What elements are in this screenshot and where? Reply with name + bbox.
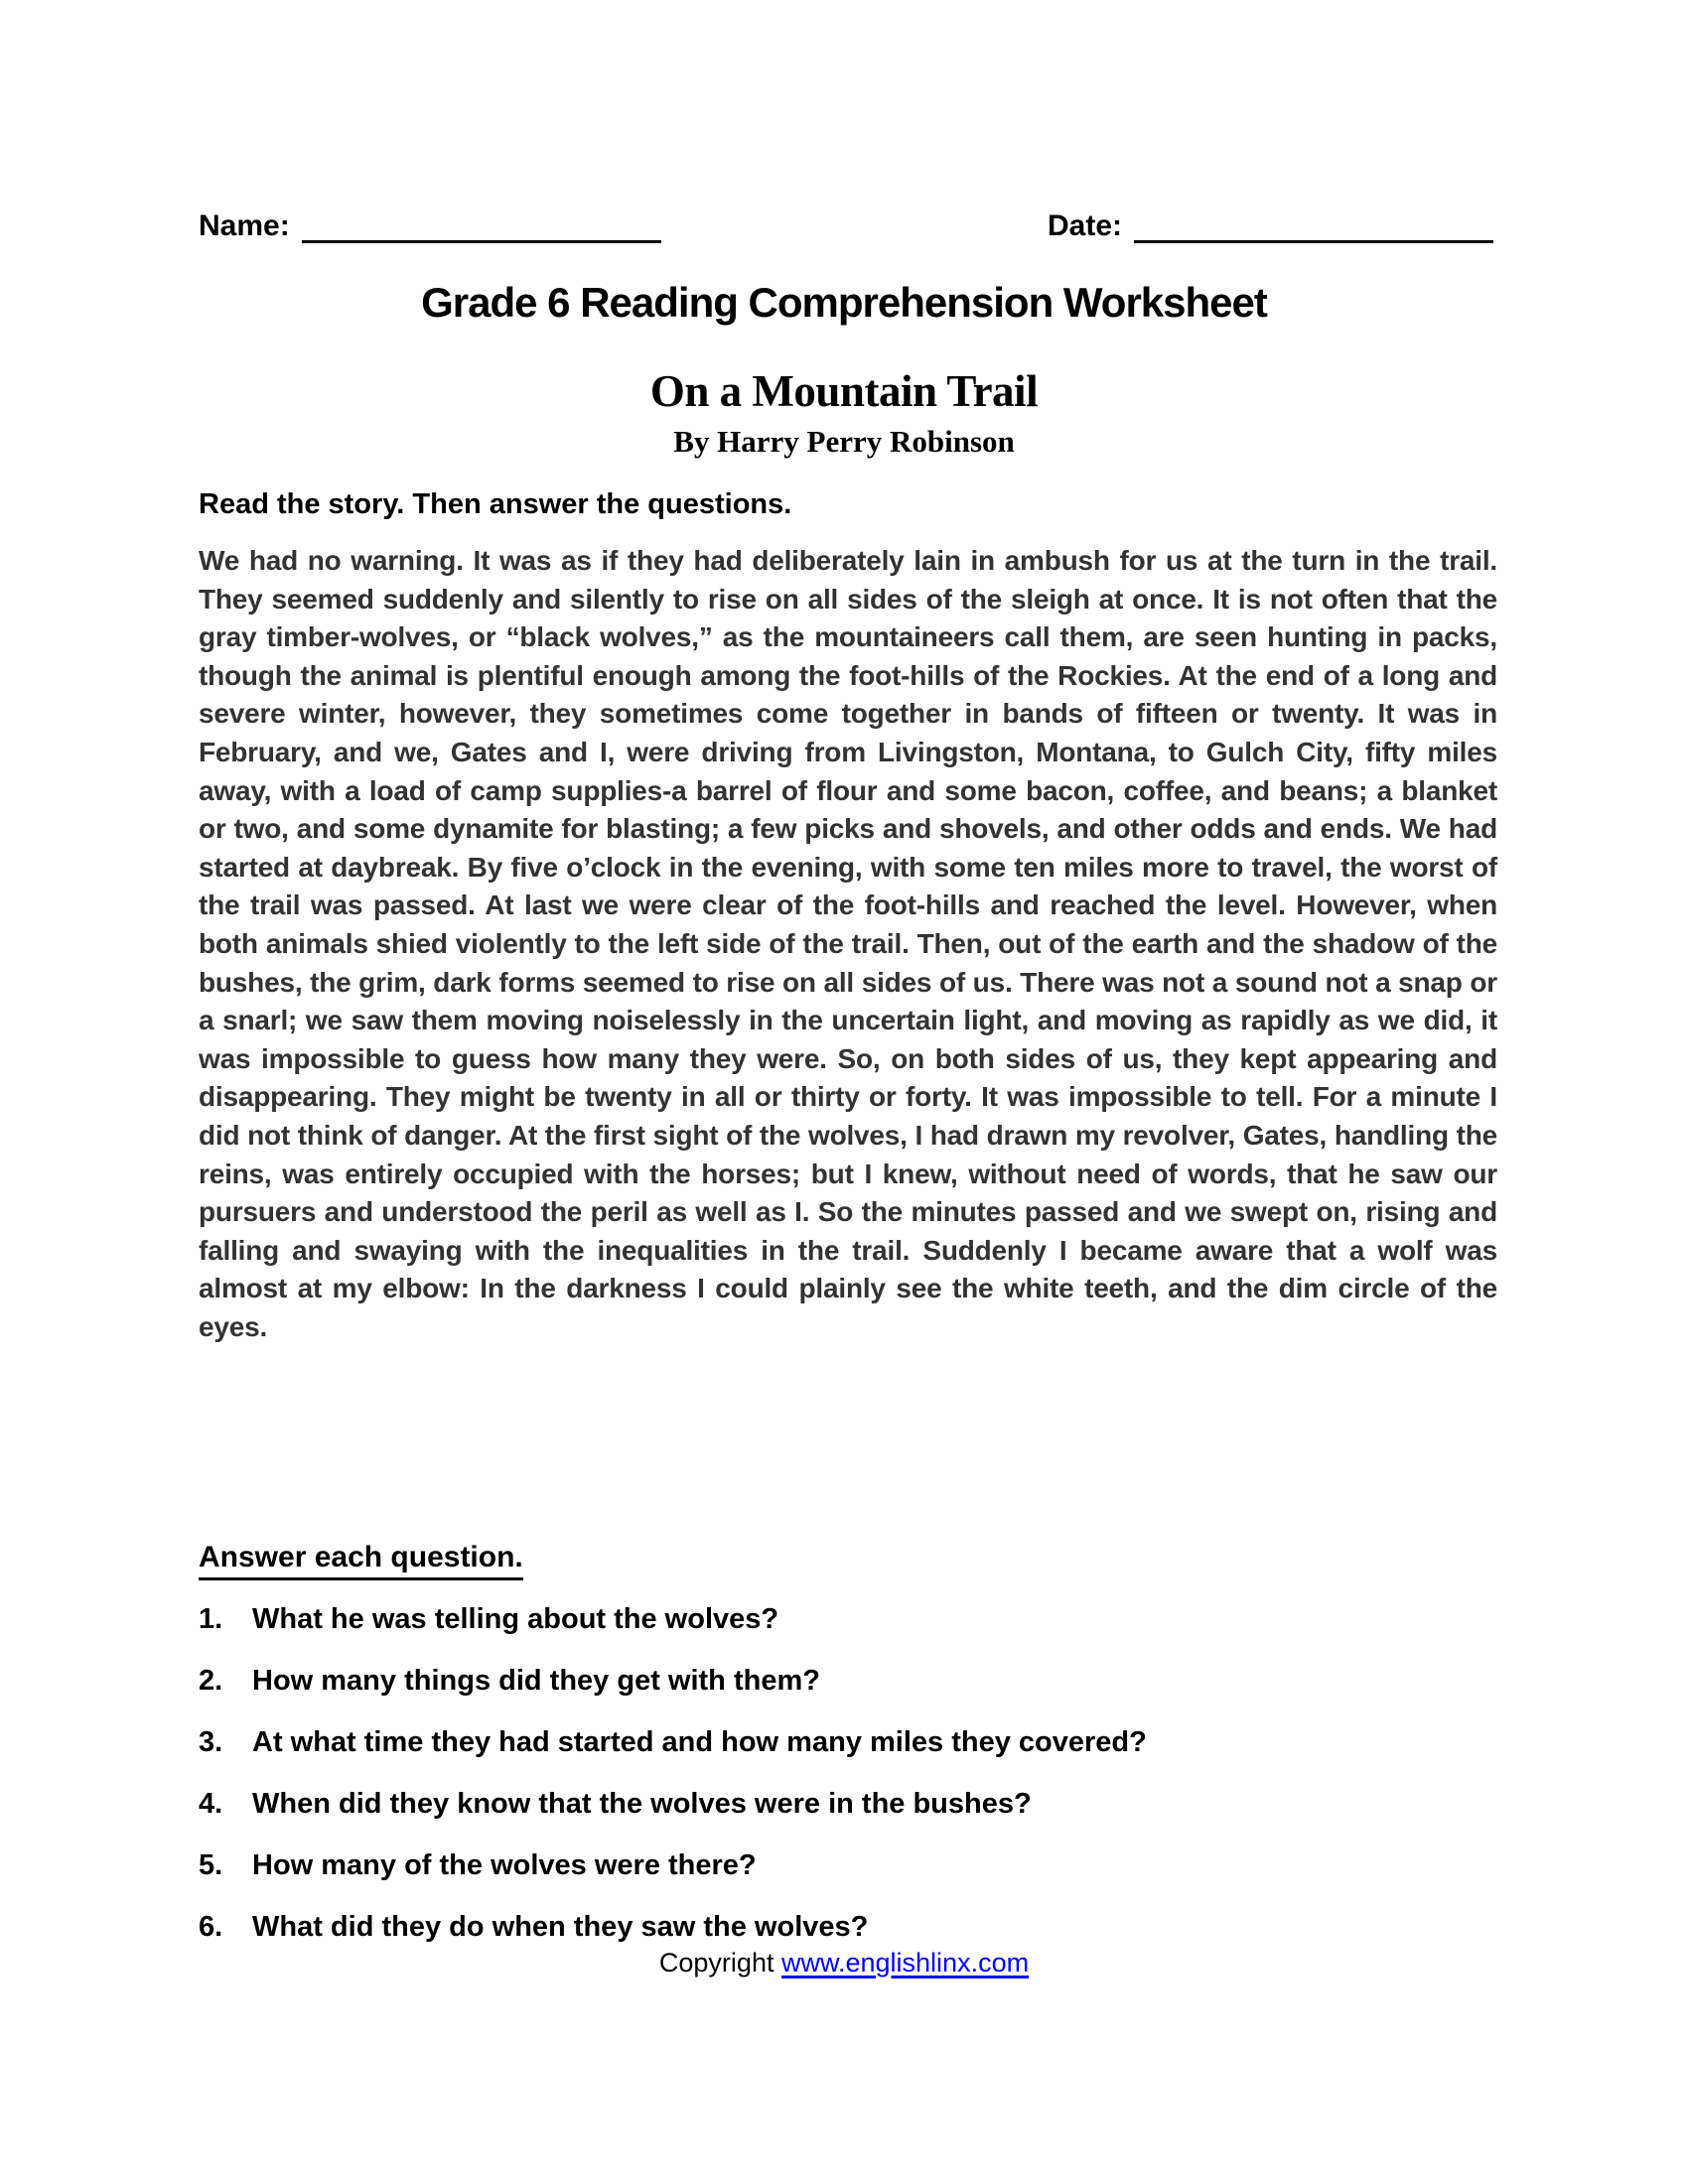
- questions-list: [199, 1602, 1501, 1972]
- story-title: On a Mountain Trail: [649, 366, 1039, 416]
- copyright-link[interactable]: www.englishlinx.com: [780, 1948, 1030, 1978]
- date-label: Date:: [1047, 209, 1122, 242]
- story-author: By Harry Perry Robinson: [673, 424, 1015, 459]
- date-fill-line[interactable]: [1134, 205, 1493, 243]
- date-field: [1048, 205, 1493, 243]
- question-item: [199, 1910, 1501, 1945]
- question-text: What he was telling about the wolves?: [252, 1603, 779, 1635]
- question-item: [199, 1725, 1501, 1760]
- instructions-text: Read the story. Then answer the questions.: [199, 488, 792, 520]
- question-item: [199, 1787, 1501, 1822]
- footer: [0, 1948, 1688, 1979]
- question-number: 2.: [199, 1665, 223, 1697]
- question-item: [199, 1602, 1501, 1637]
- copyright-label: Copyright: [658, 1948, 774, 1978]
- header-row: [199, 205, 1493, 243]
- question-number: 1.: [199, 1603, 223, 1635]
- question-number: 6.: [199, 1911, 223, 1943]
- question-number: 4.: [199, 1788, 223, 1820]
- page-title: Grade 6 Reading Comprehension Worksheet: [421, 279, 1267, 326]
- question-number: 5.: [199, 1849, 223, 1881]
- questions-heading: Answer each question.: [199, 1541, 523, 1580]
- question-item: [199, 1664, 1501, 1699]
- name-fill-line[interactable]: [302, 205, 661, 243]
- name-label: Name:: [199, 209, 290, 242]
- name-field: [199, 205, 661, 243]
- question-number: 3.: [199, 1726, 223, 1758]
- question-text: When did they know that the wolves were in the bushes?: [252, 1788, 1032, 1820]
- question-text: How many things did they get with them?: [252, 1665, 820, 1697]
- question-text: At what time they had started and how many miles they covered?: [252, 1726, 1147, 1758]
- question-item: [199, 1848, 1501, 1883]
- question-text: How many of the wolves were there?: [252, 1849, 757, 1881]
- story-paragraph: We had no warning. It was as if they had deliberately lain in ambush for us at the turn in the trail. They seemed suddenly and silently to rise on all sides of the sleigh at once. It is not often that the gray timber-wolves, or “black wolves,” as the mountaineers call them, are seen hunting in packs, though the animal is plentiful enough among the foot-hills of the Rockies. At the end of a long and severe winter, however, they sometimes come together in bands of fifteen or twenty. It was in February, and we, Gates and I, were driving from Livingston, Montana, to Gulch City, fifty miles away, with a load of camp supplies-a barrel of flour and some bacon, coffee, and beans; a blanket or two, and some dynamite for blasting; a few picks and shovels, and other odds and ends. We had started at daybreak. By five o’clock in the evening, with some ten miles more to travel, the worst of the trail was passed. At last we were clear of the foot-hills and reached the level. However, when both animals shied violently to the left side of the trail. Then, out of the earth and the shadow of the bushes, the grim, dark forms seemed to rise on all sides of us. There was not a sound not a snap or a snarl; we saw them moving noiselessly in the uncertain light, and moving as rapidly as we did, it was impossible to guess how many they were. So, on both sides of us, they kept appearing and disappearing. They might be twenty in all or thirty or forty. It was impossible to tell. For a minute I did not think of danger. At the first sight of the wolves, I had drawn my revolver, Gates, handling the reins, was entirely occupied with the horses; but I knew, without need of words, that he saw our pursuers and understood the peril as well as I. So the minutes passed and we swept on, rising and falling and swaying with the inequalities in the trail. Suddenly I became aware that a wolf was almost at my elbow: In the darkness I could plainly see the white teeth, and the dim circle of the eyes.: [199, 545, 1497, 1342]
- question-text: What did they do when they saw the wolves?: [252, 1911, 869, 1943]
